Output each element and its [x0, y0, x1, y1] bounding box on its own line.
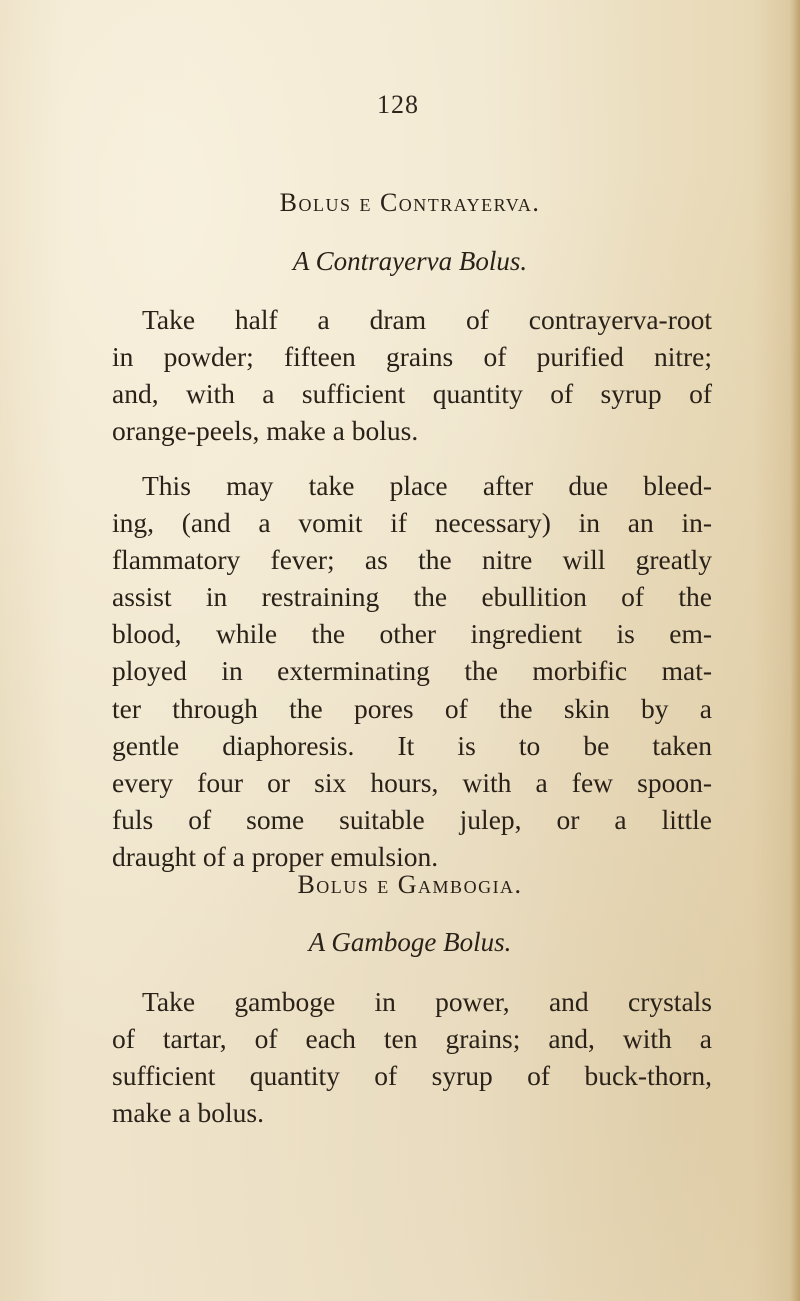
page-number: 128 [377, 90, 419, 119]
section-subheading-gambogia: A Gamboge Bolus. [308, 927, 512, 957]
text-line: fuls of some suitable julep, or a little [112, 803, 712, 835]
text-line: and, with a sufficient quantity of syrup of [112, 378, 712, 410]
section-heading-contrayerva: Bolus e Contrayerva. [279, 188, 541, 217]
paragraph-recipe-gambogia [112, 983, 712, 1131]
text-line: blood, while the other ingredient is em- [112, 618, 712, 650]
paragraph-recipe-contrayerva [112, 301, 712, 449]
text-line: ing, (and a vomit if necessary) in an in- [112, 507, 712, 539]
text-line: sufficient quantity of syrup of buck-thorn, [112, 1060, 712, 1092]
text-line: every four or six hours, with a few spoon- [112, 766, 712, 798]
section-heading-gambogia: Bolus e Gambogia. [297, 870, 523, 899]
text-line: of tartar, of each ten grains; and, with a [112, 1023, 712, 1055]
text-line: gentle diaphoresis. It is to be taken [112, 729, 712, 761]
text-line: make a bolus. [112, 1097, 264, 1129]
page-edge-shadow [790, 0, 800, 1301]
text-line: ployed in exterminating the morbific mat- [112, 655, 712, 687]
section-subheading-contrayerva: A Contrayerva Bolus. [292, 246, 528, 276]
text-line: flammatory fever; as the nitre will greatly [112, 544, 712, 576]
text-line: Take half a dram of contrayerva-root [142, 304, 712, 335]
text-line: draught of a proper emulsion. [112, 840, 439, 872]
paragraph-commentary-contrayerva [112, 467, 712, 875]
text-line: in powder; fifteen grains of purified nitre; [112, 341, 712, 373]
text-line: ter through the pores of the skin by a [112, 692, 712, 724]
text-line: orange-peels, make a bolus. [112, 415, 419, 447]
text-line: Take gamboge in power, and crystals [142, 986, 712, 1017]
text-line: This may take place after due bleed- [142, 470, 712, 501]
text-line: assist in restraining the ebullition of the [112, 581, 712, 613]
